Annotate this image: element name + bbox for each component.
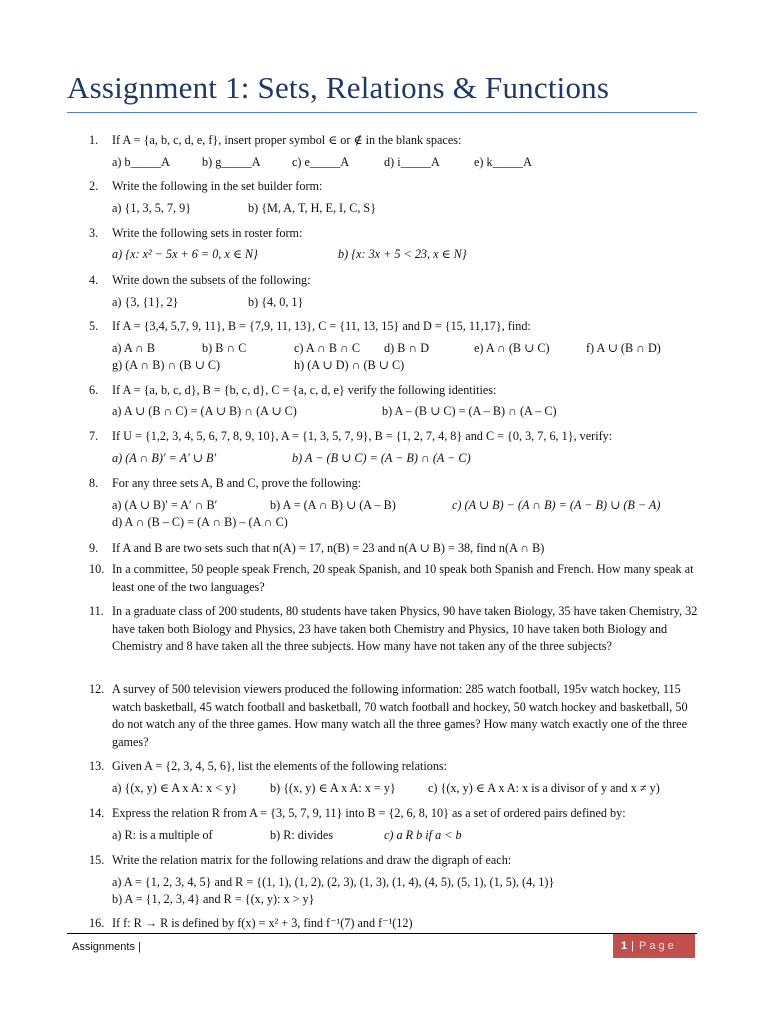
question-text: For any three sets A, B and C, prove the following:: [112, 476, 362, 490]
option: b) {(x, y) ∈ A x A: x = y}: [270, 781, 396, 795]
question-2: [89, 178, 699, 196]
question-text: In a graduate class of 200 students, 80 students have taken Physics, 90 have taken Biology, 35 have taken Chemistry, 32 have taken both Biology and Physics, 23 have taken both Chemistry and Physics, 10 have taken both Biology and Chemistry and 8 have taken all the three subjects. How many have not taken any of the three subjects?: [112, 604, 698, 653]
question-text: If A = {a, b, c, d}, B = {b, c, d}, C = {a, c, d, e} verify the following identities:: [112, 383, 497, 397]
question-text: Write down the subsets of the following:: [112, 273, 311, 287]
footer-section-label: Assignments |: [72, 941, 141, 953]
question-number: 1.: [89, 133, 99, 147]
option: b) B ∩ C: [202, 341, 247, 355]
question-number: 4.: [89, 273, 99, 287]
option: f) A ∪ (B ∩ D): [586, 341, 661, 355]
question-number: 9.: [89, 541, 99, 555]
question-number: 5.: [89, 319, 99, 333]
page-separator: |: [631, 940, 634, 952]
page-number-badge: [613, 934, 695, 958]
option: a) A ∩ B: [112, 341, 155, 355]
question-8: [89, 475, 699, 493]
page-number: 1: [621, 940, 628, 952]
question-9: [89, 540, 699, 558]
question-text: Express the relation R from A = {3, 5, 7, 9, 11} into B = {2, 6, 8, 10} as a set of ordered pairs defined by:: [112, 806, 626, 820]
question-text: If A = {a, b, c, d, e, f}, insert proper symbol ∈ or ∉ in the blank spaces:: [112, 133, 462, 147]
option: b) A = (A ∩ B) ∪ (A – B): [270, 498, 396, 512]
question-text: If f: R → R is defined by f(x) = x² + 3, find f⁻¹(7) and f⁻¹(12): [112, 916, 413, 930]
option: c) (A ∪ B) − (A ∩ B) = (A − B) ∪ (B − A): [452, 498, 661, 512]
title-underline: [67, 112, 697, 113]
question-text: Write the following in the set builder form:: [112, 179, 323, 193]
question-number: 12.: [89, 682, 105, 696]
question-5: [89, 318, 699, 336]
question-16: [89, 915, 699, 933]
question-15: [89, 852, 699, 870]
question-13: [89, 758, 699, 776]
question-12: [89, 681, 699, 751]
question-number: 11.: [89, 604, 104, 618]
question-10: [89, 561, 699, 596]
question-text: If A and B are two sets such that n(A) = 17, n(B) = 23 and n(A ∪ B) = 38, find n(A ∩ B): [112, 541, 545, 555]
option: d) A ∩ (B – C) = (A ∩ B) – (A ∩ C): [112, 515, 288, 529]
option: c) a R b if a < b: [384, 828, 462, 842]
question-number: 6.: [89, 383, 99, 397]
option: a) R: is a multiple of: [112, 828, 213, 842]
option: a) {(x, y) ∈ A x A: x < y}: [112, 781, 238, 795]
option: g) (A ∩ B) ∩ (B ∪ C): [112, 358, 221, 372]
question-4: [89, 272, 699, 290]
option: b) {4, 0, 1}: [248, 295, 304, 309]
question-text: Given A = {2, 3, 4, 5, 6}, list the elements of the following relations:: [112, 759, 448, 773]
option: c) e_____A: [292, 155, 350, 169]
question-3: [89, 225, 699, 243]
option: a) (A ∩ B)′ = A′ ∪ B′: [112, 451, 217, 465]
question-text: In a committee, 50 people speak French, 20 speak Spanish, and 10 speak both Spanish and French. How many speak at least one of the two languages?: [112, 562, 694, 594]
question-6: [89, 382, 699, 400]
option: c) {(x, y) ∈ A x A: x is a divisor of y and x ≠ y): [428, 781, 660, 795]
question-14: [89, 805, 699, 823]
footer-divider: [67, 933, 697, 934]
question-number: 15.: [89, 853, 105, 867]
option: d) i_____A: [384, 155, 440, 169]
question-text: If A = {3,4, 5,7, 9, 11}, B = {7,9, 11, 13}, C = {11, 13, 15} and D = {15, 11,17}, find:: [112, 319, 531, 333]
question-number: 2.: [89, 179, 99, 193]
page-title: Assignment 1: Sets, Relations & Functions: [67, 70, 610, 105]
question-text: Write the following sets in roster form:: [112, 226, 303, 240]
question-number: 3.: [89, 226, 99, 240]
question-number: 10.: [89, 562, 105, 576]
question-number: 16.: [89, 916, 105, 930]
question-text: If U = {1,2, 3, 4, 5, 6, 7, 8, 9, 10}, A = {1, 3, 5, 7, 9}, B = {1, 2, 7, 4, 8} and C = {0, 3, 7, 6, 1}, verify:: [112, 429, 613, 443]
question-text: A survey of 500 television viewers produced the following information: 285 watch football, 195v watch hockey, 115 watch basketball, 45 watch football and basketball, 70 watch football and hockey, 50 watch hockey and basketball, 50 do not watch any of the three games. How many watch all the three games? How many watch exactly one of the three games?: [112, 682, 688, 749]
question-1: [89, 132, 699, 150]
option: a) A = {1, 2, 3, 4, 5} and R = {(1, 1), (1, 2), (2, 3), (1, 3), (1, 4), (4, 5), (5, 1), (1, 5), (4, 1)}: [112, 875, 555, 889]
question-number: 13.: [89, 759, 105, 773]
question-number: 8.: [89, 476, 99, 490]
option: a) A ∪ (B ∩ C) = (A ∪ B) ∩ (A ∪ C): [112, 404, 297, 418]
option: a) (A ∪ B)′ = A′ ∩ B′: [112, 498, 218, 512]
option: b) {M, A, T, H, E, I, C, S}: [248, 201, 377, 215]
question-number: 14.: [89, 806, 105, 820]
option: b) {x: 3x + 5 < 23, x ∈ N}: [338, 247, 467, 261]
question-number: 7.: [89, 429, 99, 443]
option: a) {x: x² − 5x + 6 = 0, x ∈ N}: [112, 247, 258, 261]
option: b) A = {1, 2, 3, 4} and R = {(x, y): x > y}: [112, 892, 315, 906]
option: e) k_____A: [474, 155, 532, 169]
option: h) (A ∪ D) ∩ (B ∪ C): [294, 358, 405, 372]
option: b) g_____A: [202, 155, 261, 169]
question-7: [89, 428, 699, 446]
option: b) A − (B ∪ C) = (A − B) ∩ (A − C): [292, 451, 471, 465]
option: b) R: divides: [270, 828, 333, 842]
question-text: Write the relation matrix for the following relations and draw the digraph of each:: [112, 853, 512, 867]
option: b) A – (B ∪ C) = (A – B) ∩ (A – C): [382, 404, 557, 418]
page-label: Page: [639, 940, 677, 952]
option: c) A ∩ B ∩ C: [294, 341, 361, 355]
option: d) B ∩ D: [384, 341, 430, 355]
option: a) {1, 3, 5, 7, 9}: [112, 201, 192, 215]
option: a) {3, {1}, 2}: [112, 295, 179, 309]
option: a) b_____A: [112, 155, 170, 169]
question-11: [89, 603, 699, 656]
option: e) A ∩ (B ∪ C): [474, 341, 550, 355]
